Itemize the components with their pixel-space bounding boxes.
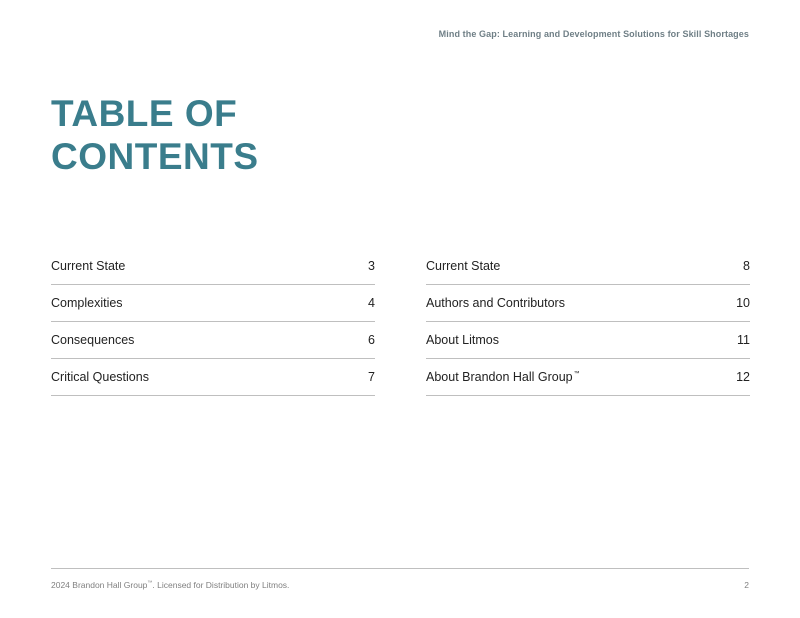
trademark-symbol: ™ [147,580,153,586]
toc-entry-label: Consequences [51,333,135,347]
toc-entry-about-litmos[interactable] [426,322,750,359]
toc-entry-page: 8 [743,259,750,273]
toc-entry-critical-questions[interactable] [51,359,375,396]
footer-copyright [51,580,289,590]
toc-entry-authors-and-contributors[interactable] [426,285,750,322]
toc-entry-label: Current State [426,259,501,273]
toc-entry-page: 10 [736,296,750,310]
toc-entry-current-state-2[interactable] [426,248,750,285]
toc-entry-page: 4 [368,296,375,310]
toc-entry-page: 11 [737,333,750,347]
toc-entry-label: About Litmos [426,333,499,347]
toc-entry-page: 7 [368,370,375,384]
toc-right-column [426,248,750,396]
toc-entry-label: Current State [51,259,126,273]
toc-entry-page: 3 [368,259,375,273]
toc-entry-complexities[interactable] [51,285,375,322]
footer-copyright-suffix: . Licensed for Distribution by Litmos. [152,580,290,590]
toc-entry-page: 6 [368,333,375,347]
trademark-symbol: ™ [573,371,580,377]
toc-entry-label: Authors and Contributors [426,296,565,310]
footer-copyright-prefix: 2024 Brandon Hall Group [51,580,148,590]
running-header: Mind the Gap: Learning and Development Solutions for Skill Shortages [438,29,749,39]
page-title [51,92,259,178]
toc-entry-current-state[interactable] [51,248,375,285]
page-title-line-2: CONTENTS [51,136,259,177]
toc-entry-page: 12 [736,370,750,384]
page-number: 2 [744,580,749,590]
toc-entry-about-brandon-hall-group[interactable] [426,359,750,396]
toc-entry-label: About Brandon Hall Group [426,370,573,384]
toc-entry-label: Critical Questions [51,370,149,384]
toc-left-column [51,248,375,396]
toc-entry-label-wrap [426,370,580,384]
toc-entry-label: Complexities [51,296,123,310]
page-title-line-1: TABLE OF [51,93,238,134]
toc-entry-consequences[interactable] [51,322,375,359]
footer-divider [51,568,749,569]
